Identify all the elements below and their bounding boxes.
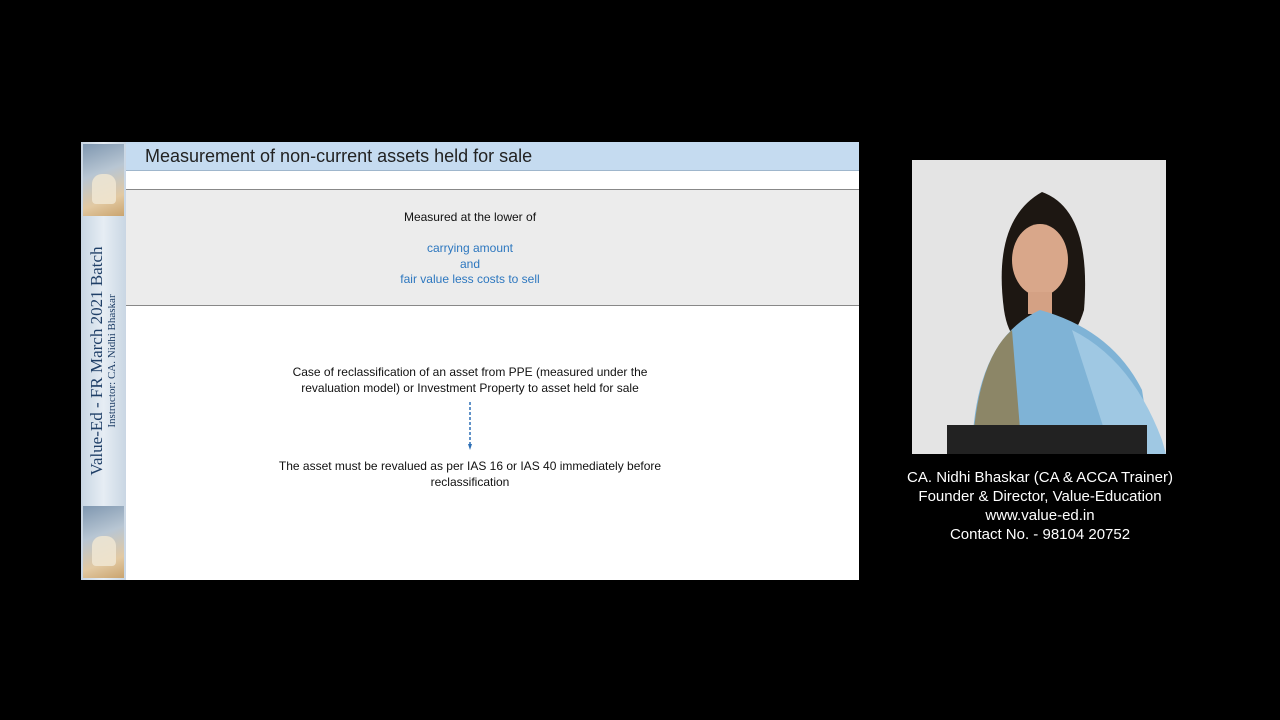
option-carrying-amount: carrying amount bbox=[426, 241, 514, 255]
lecture-slide bbox=[81, 142, 859, 580]
slide-title: Measurement of non-current assets held for sale bbox=[145, 146, 533, 166]
arrow-down-icon bbox=[468, 402, 472, 452]
sidebar-photo-bottom bbox=[83, 506, 124, 578]
batch-label: Value-Ed - FR March 2021 Batch bbox=[87, 246, 106, 476]
reclassification-case bbox=[126, 364, 814, 396]
measurement-lead: Measured at the lower of bbox=[403, 210, 537, 224]
presenter-contact: Contact No. - 98104 20752 bbox=[949, 526, 1131, 543]
title-divider bbox=[126, 171, 859, 190]
presenter-caption bbox=[870, 468, 1210, 544]
presenter-avatar-icon bbox=[912, 160, 1166, 454]
presenter-name: CA. Nidhi Bhaskar (CA & ACCA Trainer) bbox=[907, 469, 1173, 486]
sidebar-photo-top bbox=[83, 144, 124, 216]
presenter-role: Founder & Director, Value-Education bbox=[918, 488, 1162, 505]
reclassification-result bbox=[126, 458, 814, 490]
sidebar-caption bbox=[87, 247, 119, 476]
result-line-1: The asset must be revalued as per IAS 16 or IAS 40 immediately before bbox=[278, 459, 662, 473]
slide-title-bar bbox=[126, 142, 859, 171]
result-line-2: reclassification bbox=[430, 475, 510, 489]
presenter-website: www.value-ed.in bbox=[985, 507, 1095, 524]
measurement-box bbox=[126, 190, 859, 306]
reclassification-section bbox=[126, 306, 859, 580]
option-fair-value: fair value less costs to sell bbox=[400, 272, 540, 286]
instructor-label: Instructor: CA. Nidhi Bhaskar bbox=[106, 294, 118, 428]
slide-sidebar bbox=[81, 142, 127, 580]
case-line-2: revaluation model) or Investment Property to asset held for sale bbox=[301, 381, 639, 395]
option-connector: and bbox=[459, 257, 481, 271]
presenter-photo bbox=[912, 160, 1166, 454]
case-line-1: Case of reclassification of an asset from PPE (measured under the bbox=[292, 365, 648, 379]
